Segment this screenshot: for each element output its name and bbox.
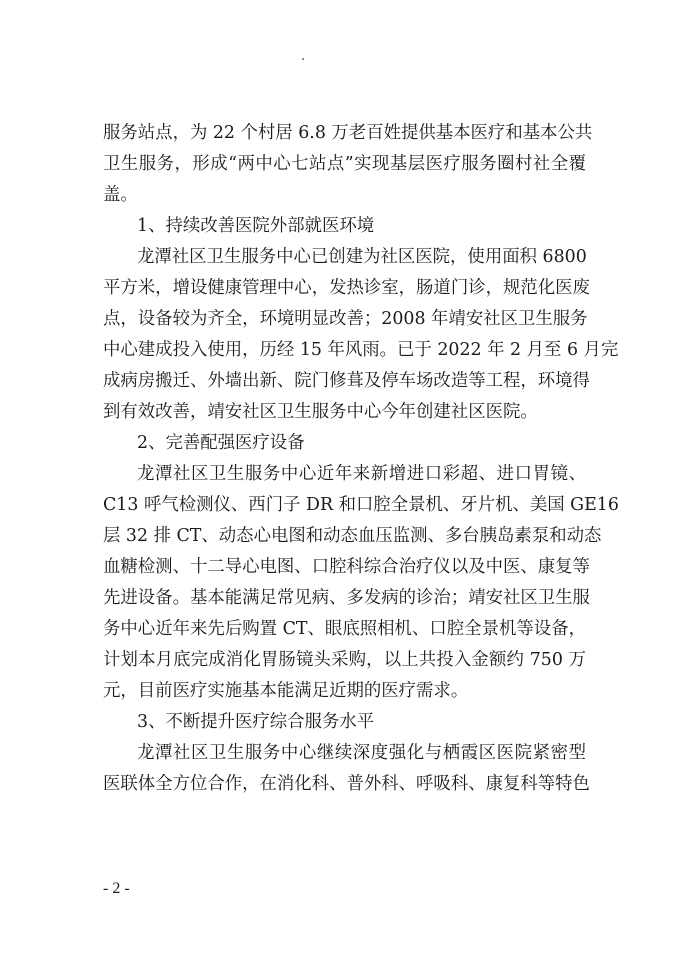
text-line: 平方米，增设健康管理中心，发热诊室，肠道门诊，规范化医废 (103, 278, 590, 298)
section-heading: 3、不断提升医疗综合服务水平 (137, 712, 375, 732)
scan-dot (302, 58, 304, 60)
text-line: 盖。 (103, 185, 138, 205)
section-heading: 2、完善配强医疗设备 (137, 433, 305, 453)
text-line: 成病房搬迁、外墙出新、院门修葺及停车场改造等工程，环境得 (103, 371, 590, 391)
text-line: 龙潭社区卫生服务中心已创建为社区医院，使用面积 6800 (137, 247, 587, 267)
document-body (103, 118, 619, 800)
text-line: 计划本月底完成消化胃肠镜头采购，以上共投入金额约 750 万 (103, 650, 586, 670)
text-line: 血糖检测、十二导心电图、口腔科综合治疗仪以及中医、康复等 (103, 557, 590, 577)
text-line: 层 32 排 CT、动态心电图和动态血压监测、多台胰岛素泵和动态 (103, 526, 602, 546)
text-line: 到有效改善，靖安社区卫生服务中心今年创建社区医院。 (103, 402, 538, 422)
text-line: 先进设备。基本能满足常见病、多发病的诊治；靖安社区卫生服 (103, 588, 590, 608)
text-line: 元，目前医疗实施基本能满足近期的医疗需求。 (103, 681, 469, 701)
text-line: C13 呼气检测仪、西门子 DR 和口腔全景机、牙片机、美国 GE16 (103, 495, 619, 515)
text-line: 龙潭社区卫生服务中心继续深度强化与栖霞区医院紧密型 (137, 743, 586, 763)
text-line: 点，设备较为齐全，环境明显改善；2008 年靖安社区卫生服务 (103, 309, 588, 329)
text-line: 服务站点，为 22 个村居 6.8 万老百姓提供基本医疗和基本公共 (103, 123, 593, 143)
text-line: 医联体全方位合作，在消化科、普外科、呼吸科、康复科等特色 (103, 774, 590, 794)
text-line: 务中心近年来先后购置 CT、眼底照相机、口腔全景机等设备， (103, 619, 586, 639)
page-number: - 2 - (103, 880, 130, 897)
text-line: 中心建成投入使用，历经 15 年风雨。已于 2022 年 2 月至 6 月完 (103, 340, 619, 360)
text-line: 卫生服务，形成“两中心七站点”实现基层医疗服务圈村社全覆 (103, 154, 586, 174)
text-line: 龙潭社区卫生服务中心近年来新增进口彩超、进口胃镜、 (137, 464, 586, 484)
section-heading: 1、持续改善医院外部就医环境 (137, 216, 375, 236)
